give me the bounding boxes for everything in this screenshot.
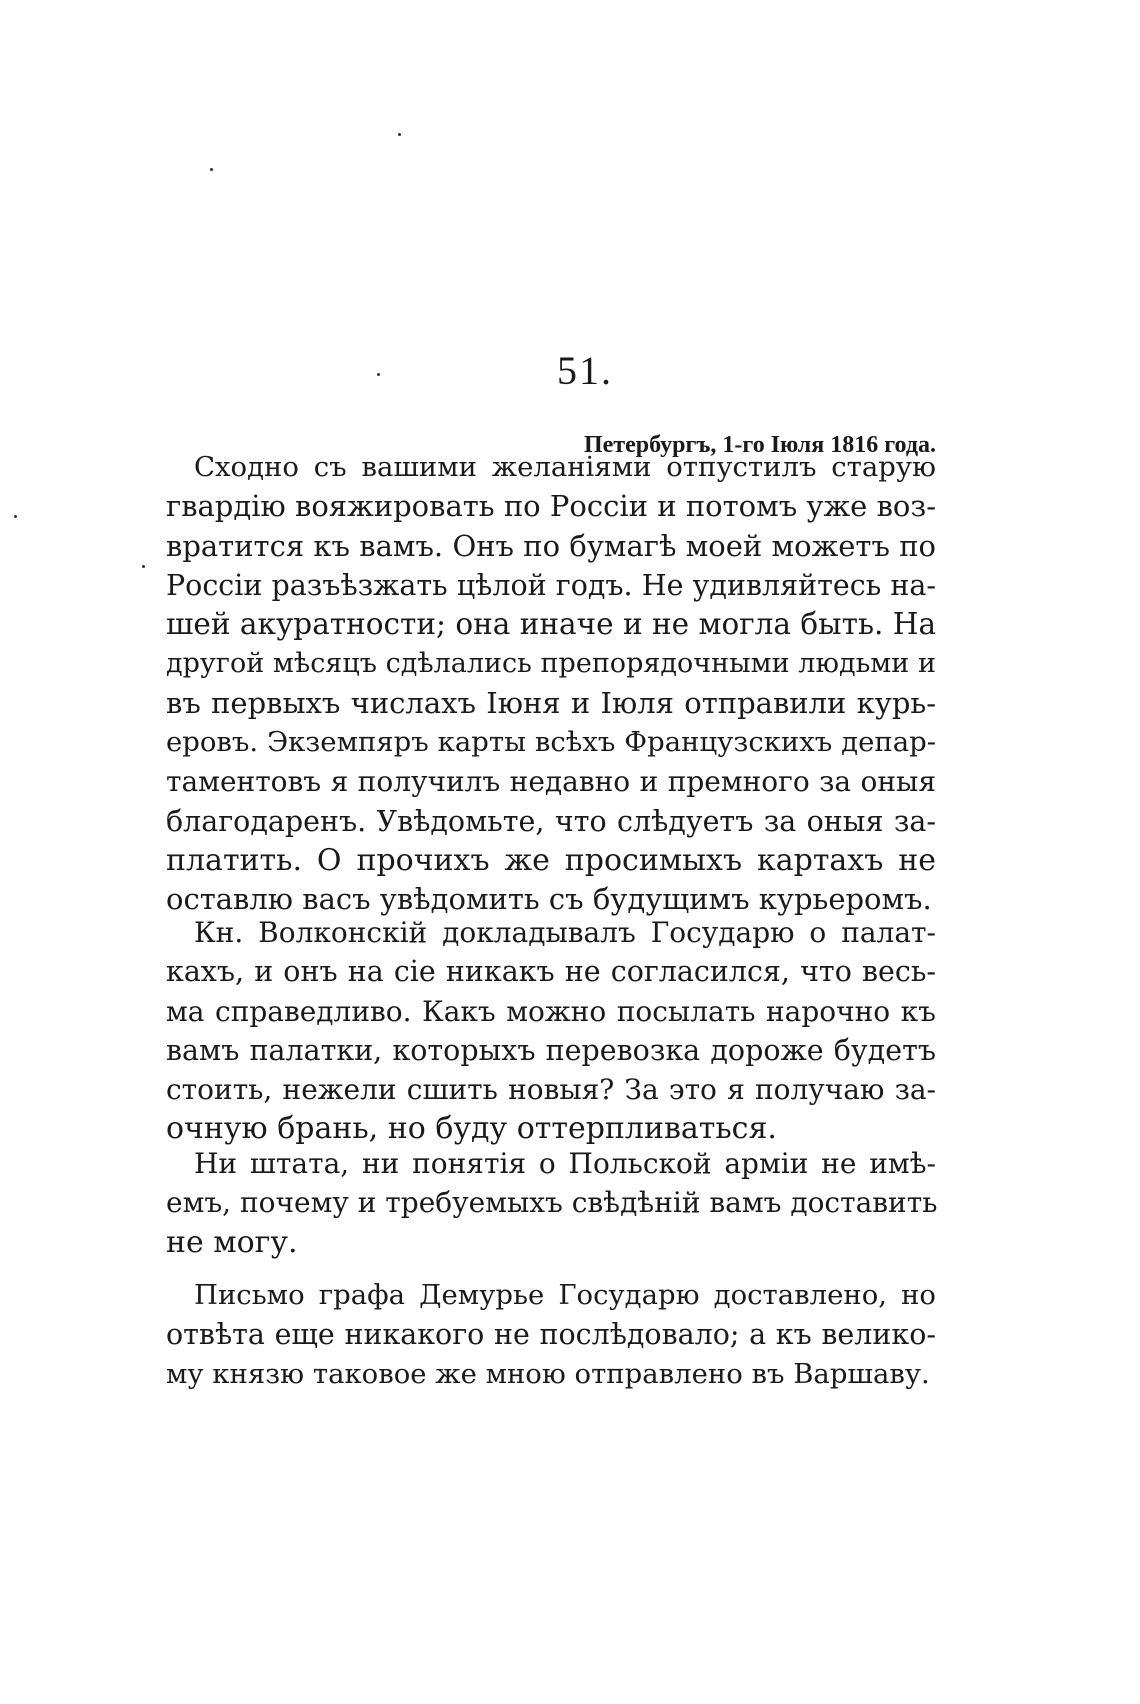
scan-speck xyxy=(210,168,213,171)
text-line: въ первыхъ числахъ Іюня и Іюля отправили курь- xyxy=(166,685,936,720)
text-line: очную брань, но буду оттерпливаться. xyxy=(166,1111,777,1147)
paragraph-4 xyxy=(166,1276,936,1394)
text-line: Россіи разъѣзжать цѣлой годъ. Не удивляйтесь на- xyxy=(166,568,936,602)
dateline: Петербургъ, 1-го Іюля 1816 года. xyxy=(583,432,936,458)
scan-speck xyxy=(398,133,401,136)
letter-number: 51. xyxy=(557,348,613,393)
text-line: платить. О прочихъ же просимыхъ картахъ не xyxy=(166,842,936,878)
text-line: еровъ. Экземпяръ карты всѣхъ Французскихъ депар- xyxy=(166,726,936,759)
text-line: Ни штата, ни понятія о Польской арміи не имѣ- xyxy=(194,1147,936,1180)
text-line: ма справедливо. Какъ можно посылать нарочно къ xyxy=(166,994,936,1028)
text-line: Кн. Волконскій докладывалъ Государю о палат- xyxy=(194,916,936,949)
paragraph-3 xyxy=(166,1144,936,1262)
scan-speck xyxy=(14,515,17,518)
text-line: благодаренъ. Увѣдомьте, что слѣдуетъ за оныя за- xyxy=(166,804,936,838)
paragraph-2 xyxy=(166,913,936,1149)
text-line: шей акуратности; она иначе и не могла быть. На xyxy=(166,607,937,642)
text-line: другой мѣсяцъ сдѣлались препорядочными людьми и xyxy=(166,648,936,680)
text-line: не могу. xyxy=(166,1224,298,1260)
text-line: оставлю васъ увѣдомить съ будущимъ курьеромъ. xyxy=(166,882,932,917)
text-line: му князю таковое же мною отправлено въ Варшаву. xyxy=(166,1357,930,1390)
text-line: отвѣта еще никакого не послѣдовало; а къ велико- xyxy=(166,1318,936,1352)
text-line: вамъ палатки, которыхъ перевозка дороже будетъ xyxy=(166,1033,936,1067)
text-line: гвардію вояжировать по Россіи и потомъ уже воз- xyxy=(166,489,936,524)
paragraph-1 xyxy=(166,448,936,920)
text-line: Сходно съ вашими желаніями отпустилъ старую xyxy=(194,451,936,483)
text-line: Письмо графа Демурье Государю доставлено, но xyxy=(194,1279,936,1311)
text-line: стоить, нежели сшить новыя? За это я получаю за- xyxy=(166,1073,936,1107)
text-line: емъ, почему и требуемыхъ свѣдѣній вамъ доставить xyxy=(166,1186,938,1220)
text-line: таментовъ я получилъ недавно и премного за оныя xyxy=(166,765,936,799)
scan-speck xyxy=(142,565,145,568)
text-line: вратится къ вамъ. Онъ по бумагѣ моей можетъ по xyxy=(166,528,936,563)
text-line: кахъ, и онъ на сіе никакъ не согласился, что весь- xyxy=(166,955,936,989)
